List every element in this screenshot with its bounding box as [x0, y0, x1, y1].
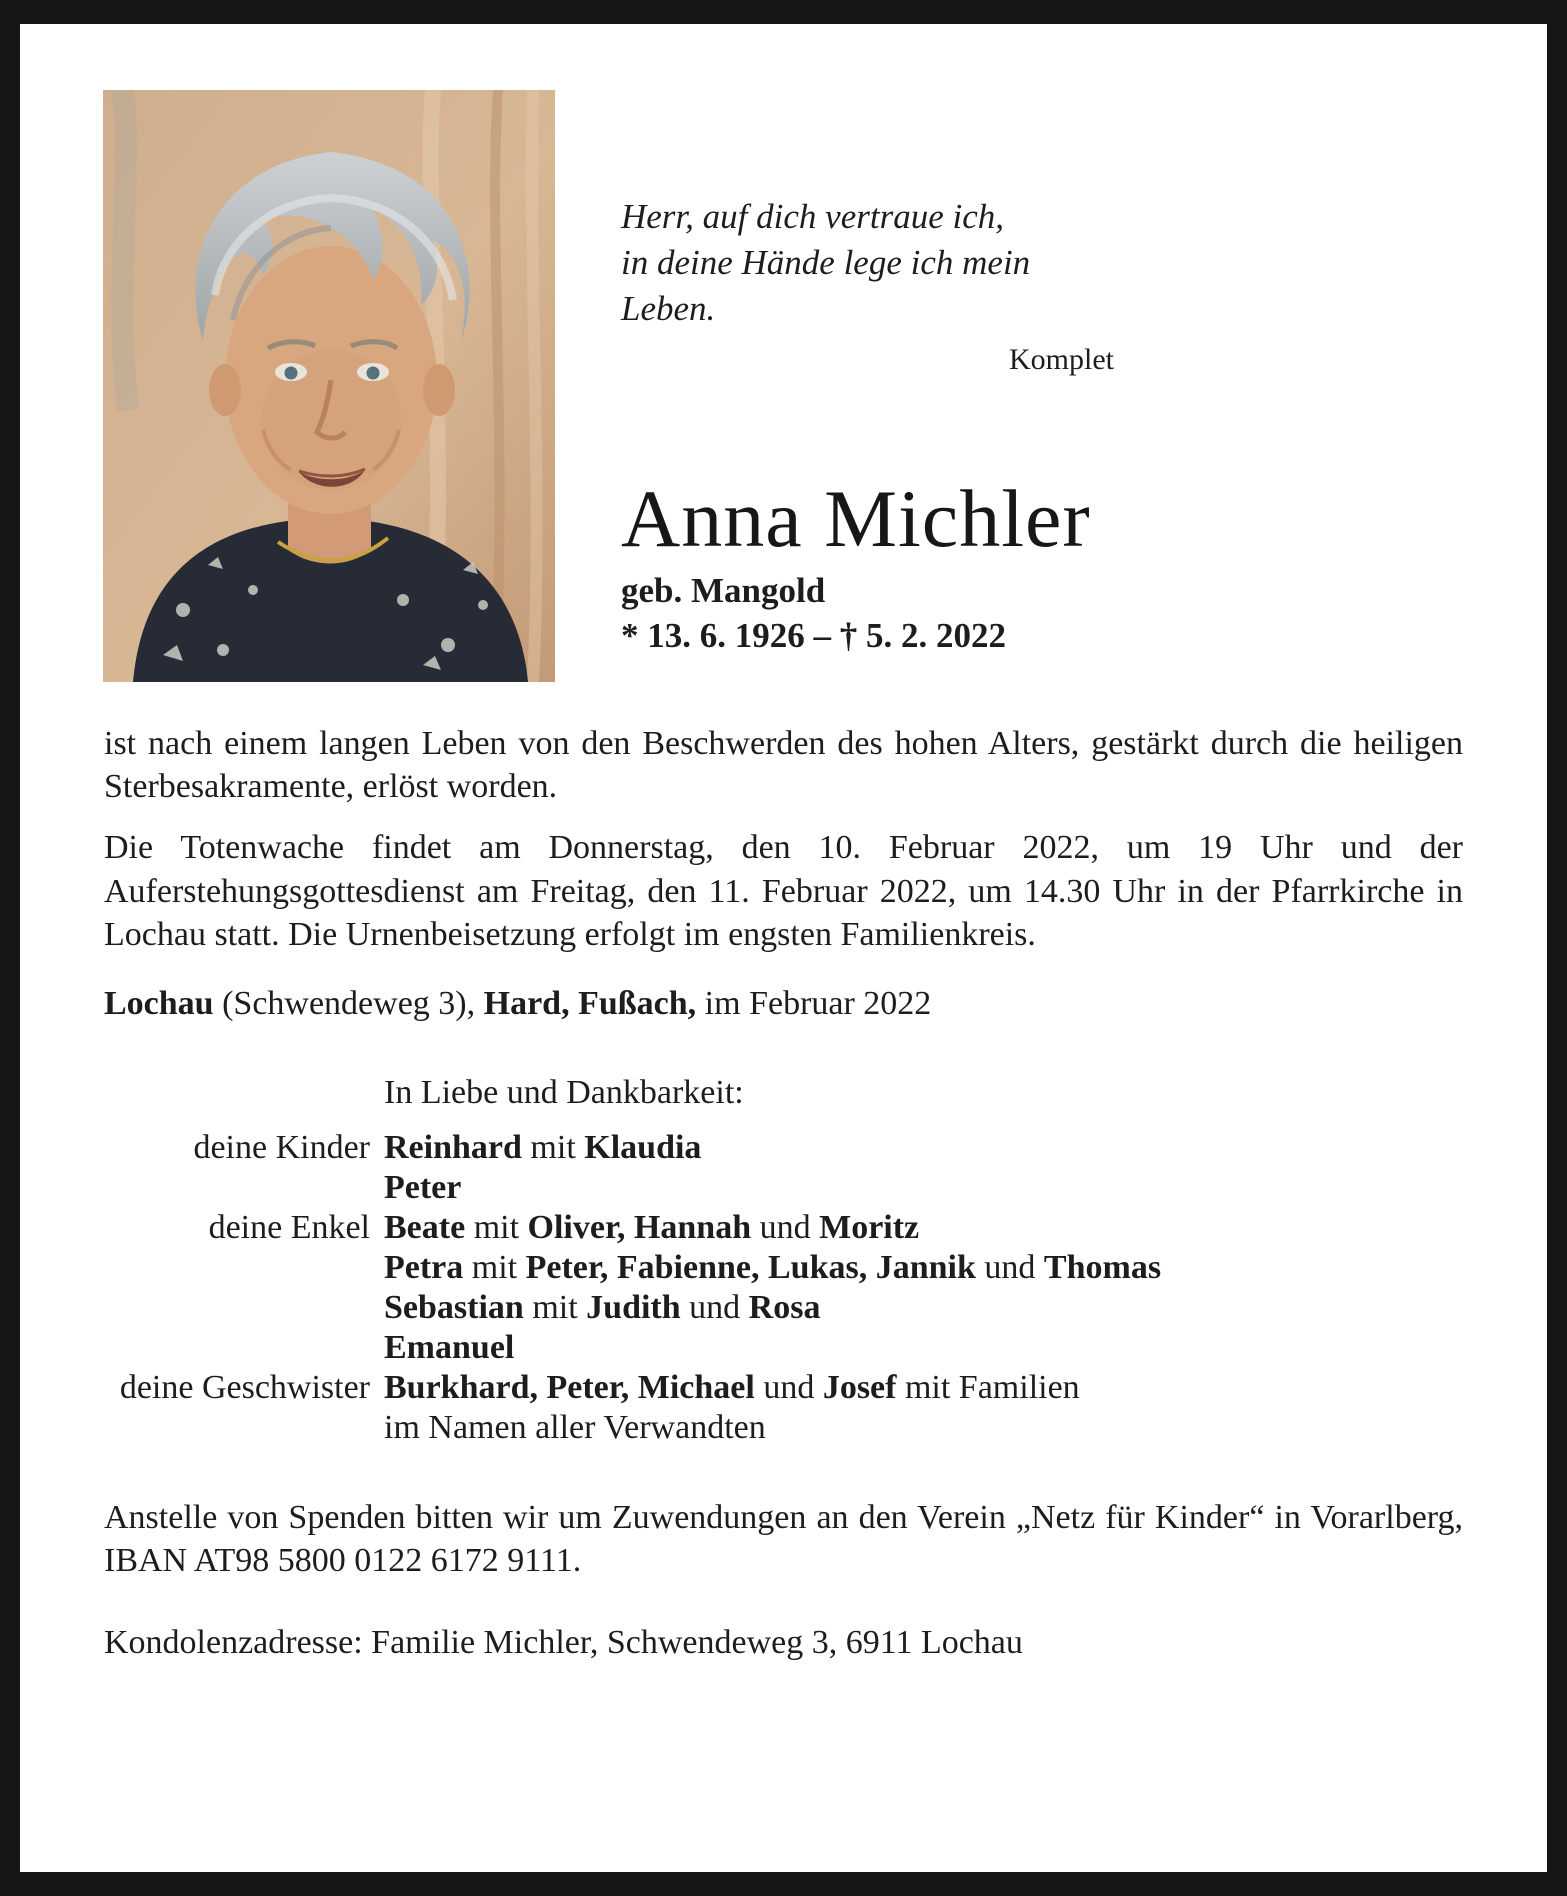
portrait-photo [103, 90, 555, 682]
obituary-body [20, 716, 1547, 1664]
family-members-grandchildren [384, 1208, 1463, 1368]
quote-line-2: in deine Hände lege ich mein Leben. [621, 243, 1031, 329]
condolence-line: Kondolenzadresse: Familie Michler, Schwendeweg 3, 6911 Lochau [104, 1623, 1023, 1661]
quote-line-1: Herr, auf dich vertraue ich, [621, 197, 1004, 236]
obituary-sheet [20, 24, 1547, 1872]
family-members-children [384, 1128, 1463, 1208]
family-members-line: Emanuel [384, 1329, 515, 1367]
portrait-illustration [103, 90, 555, 682]
obituary-paragraph-1: ist nach einem langen Leben von den Beschwerden des hohen Alters, gestärkt durch die heiligen Sterbesakramente, erlöst worden. [104, 725, 1463, 806]
quote-attribution: Komplet [1009, 342, 1114, 376]
life-dates: * 13. 6. 1926 – † 5. 2. 2022 [621, 615, 1006, 655]
header-section [20, 24, 1547, 716]
family-members-line: im Namen aller Verwandten [384, 1409, 766, 1447]
family-label-children: deine Kinder [193, 1129, 370, 1167]
places-line: Lochau (Schwendeweg 3), Hard, Fußach, im Februar 2022 [104, 984, 932, 1022]
opening-quote [621, 194, 1126, 377]
family-members-line: Reinhard mit Klaudia [384, 1129, 702, 1167]
obituary-paragraph-2: Die Totenwache findet am Donnerstag, den 10. Februar 2022, um 19 Uhr und der Auferstehungsgottesdienst am Freitag, den 11. Februar 2022, um 14.30 Uhr in der Pfarrkirche in Lochau statt. Die Urnenbeisetzung erfolgt im engsten Familienkreis. [104, 829, 1463, 953]
deceased-identity [621, 473, 1091, 655]
family-members-line: Burkhard, Peter, Michael und Josef mit Familien [384, 1369, 1080, 1407]
family-members-line: Petra mit Peter, Fabienne, Lukas, Jannik und Thomas [384, 1249, 1162, 1287]
family-members-line: Beate mit Oliver, Hannah und Moritz [384, 1209, 920, 1247]
family-label-grandchildren: deine Enkel [208, 1209, 370, 1247]
deceased-name: Anna Michler [621, 473, 1091, 564]
family-members-siblings [384, 1368, 1463, 1448]
family-members-line: Peter [384, 1169, 462, 1207]
birth-name: geb. Mangold [621, 571, 826, 611]
family-members-line: Sebastian mit Judith und Rosa [384, 1289, 821, 1327]
family-label-siblings: deine Geschwister [119, 1369, 370, 1407]
gratitude-line: In Liebe und Dankbarkeit: [384, 1074, 744, 1112]
family-section [104, 1128, 1463, 1448]
donation-paragraph: Anstelle von Spenden bitten wir um Zuwendungen an den Verein „Netz für Kinder“ in Vorarlberg, IBAN AT98 5800 0122 6172 9111. [104, 1499, 1463, 1580]
